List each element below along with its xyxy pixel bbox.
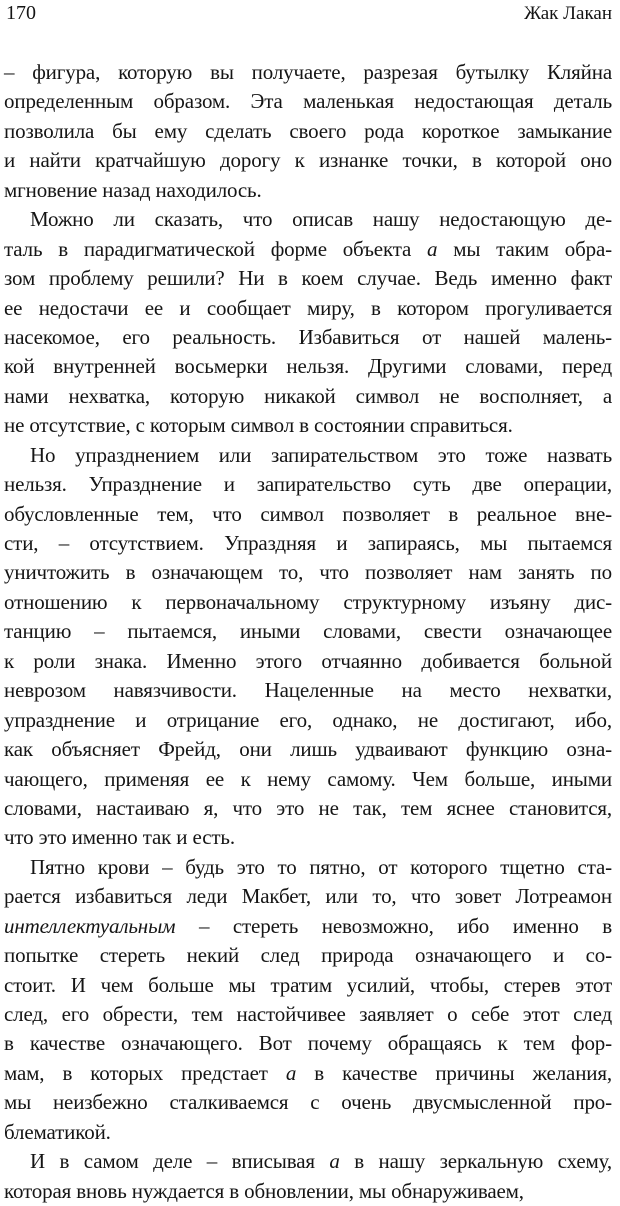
text-line: позволила бы ему сделать своего рода короткое замыкание bbox=[4, 118, 612, 143]
text-line: рается избавиться леди Макбет, или то, что зовет Лотреамон bbox=[4, 884, 612, 909]
text-line: сти, – отсутствием. Упраздняя и запираясь, мы пытаемся bbox=[4, 531, 612, 555]
text-line: зом проблему решили? Ни в коем случае. Ведь именно факт bbox=[4, 266, 612, 291]
text-line: в качестве означающего. Вот почему обращаясь к тем фор- bbox=[4, 1031, 612, 1056]
text-line: мы неизбежно сталкиваемся с очень двусмысленной про- bbox=[4, 1090, 612, 1115]
page-header bbox=[6, 0, 612, 28]
text-line: Но упразднением или запирательством это тоже назвать bbox=[30, 442, 612, 467]
text-line: к роли знака. Именно этого отчаянно добивается больной bbox=[4, 648, 612, 673]
text-line: определенным образом. Эта маленькая недостающая деталь bbox=[4, 89, 612, 114]
text-line: насекомое, его реальность. Избавиться от нашей малень- bbox=[4, 324, 612, 349]
text-line: уничтожить в означающем то, что позволяет нам занять по bbox=[4, 560, 612, 585]
text-line: след, его обрести, тем настойчивее заявляет о себе этот след bbox=[4, 1002, 612, 1026]
paragraph bbox=[4, 1147, 612, 1206]
text-line: попытке стереть некий след природа означающего и со- bbox=[4, 943, 612, 968]
paragraph bbox=[4, 853, 612, 1147]
text-line: стоит. И чем больше мы тратим усилий, чтобы, стерев этот bbox=[4, 972, 612, 997]
text-line: неврозом навязчивости. Нацеленные на место нехватки, bbox=[4, 678, 612, 703]
body-text bbox=[4, 58, 612, 1206]
text-line: нами нехватка, которую никакой символ не восполняет, а bbox=[4, 383, 612, 408]
text-line: Можно ли сказать, что описав нашу недостающую де- bbox=[30, 207, 612, 232]
text-line: И в самом деле – вписывая a в нашу зеркальную схему, bbox=[30, 1149, 612, 1174]
text-line: и найти кратчайшую дорогу к изнанке точки, в которой оно bbox=[4, 148, 612, 173]
text-line: что это именно так и есть. bbox=[4, 825, 235, 850]
text-line: нельзя. Упразднение и запирательство суть две операции, bbox=[4, 472, 612, 497]
text-line: Пятно крови – будь это то пятно, от которого тщетно ста- bbox=[30, 854, 612, 879]
text-line: мам, в которых предстает a в качестве причины желания, bbox=[4, 1060, 612, 1085]
text-line: отношению к первоначальному структурному изъяну дис- bbox=[4, 589, 612, 614]
text-line: словами, настаиваю я, что это не так, тем яснее становится, bbox=[4, 795, 612, 820]
text-line: интеллектуальным – стереть невозможно, ибо именно в bbox=[4, 913, 612, 938]
page-number: 170 bbox=[6, 2, 36, 24]
paragraph bbox=[4, 205, 612, 441]
paragraph bbox=[4, 441, 612, 853]
text-line: ее недостачи ее и сообщает миру, в котором прогуливается bbox=[4, 295, 612, 320]
text-line: кой внутренней восьмерки нельзя. Другими словами, перед bbox=[4, 354, 612, 379]
text-line: упразднение и отрицание его, однако, не достигают, ибо, bbox=[4, 707, 612, 732]
text-line: как объясняет Фрейд, они лишь удваивают функцию озна- bbox=[4, 737, 612, 762]
text-line: обусловленные тем, что символ позволяет в реальное внe- bbox=[4, 501, 612, 526]
text-line: которая вновь нуждается в обновлении, мы обнаруживаем, bbox=[4, 1178, 524, 1203]
text-line: блематикой. bbox=[4, 1119, 111, 1144]
text-line: мгновение назад находилось. bbox=[4, 177, 262, 202]
text-line: чающего, применяя ее к нему самому. Чем больше, иными bbox=[4, 766, 612, 791]
paragraph bbox=[4, 58, 612, 205]
text-line: таль в парадигматической форме объекта a мы таким обра- bbox=[4, 236, 612, 261]
text-line: – фигура, которую вы получаете, разрезая бутылку Кляйна bbox=[4, 60, 612, 84]
text-line: танцию – пытаемся, иными словами, свести означающее bbox=[4, 619, 612, 644]
running-head: Жак Лакан bbox=[524, 3, 612, 24]
text-line: не отсутствие, с которым символ в состоянии справиться. bbox=[4, 413, 513, 438]
